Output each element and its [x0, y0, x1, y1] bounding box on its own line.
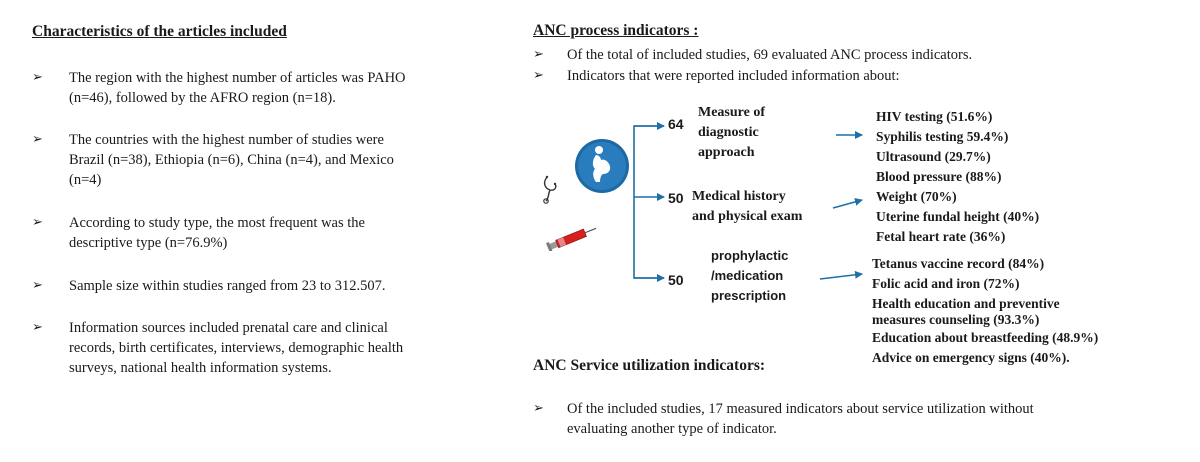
category-label-line: prescription [711, 288, 787, 303]
list-item-line: records, birth certificates, interviews, demographic health [69, 340, 404, 356]
bullet-arrow-icon: ➢ [32, 278, 43, 293]
list-item-line: The region with the highest number of articles was PAHO [69, 70, 406, 86]
characteristics-heading: Characteristics of the articles included [32, 23, 287, 40]
pregnant-woman-icon [574, 138, 630, 194]
category-count: 64 [668, 116, 684, 132]
list-item-line: surveys, national health information systems. [69, 360, 332, 376]
bullet-arrow-icon: ➢ [533, 401, 544, 416]
list-item-line: The countries with the highest number of studies were [69, 132, 384, 148]
indicator-item: HIV testing (51.6%) [876, 109, 993, 124]
indicator-item: Fetal heart rate (36%) [876, 229, 1006, 244]
indicator-item: Syphilis testing 59.4%) [876, 129, 1009, 144]
category-label-line: prophylactic [711, 248, 789, 263]
indicator-item: measures counseling (93.3%) [872, 312, 1040, 327]
list-item-line: descriptive type (n=76.9%) [69, 235, 228, 251]
utilization-heading: ANC Service utilization indicators: [533, 357, 766, 374]
list-item [32, 130, 512, 190]
indicator-item: Tetanus vaccine record (84%) [872, 256, 1045, 271]
bullet-arrow-icon: ➢ [32, 320, 43, 335]
indicator-item: Blood pressure (88%) [876, 169, 1002, 184]
category-label-line: diagnostic [698, 125, 759, 140]
list-item [533, 45, 1173, 65]
bullet-arrow-icon: ➢ [533, 47, 544, 62]
category-label-line: Medical history [692, 189, 786, 204]
syringe-icon [544, 225, 600, 251]
list-item-text: Indicators that were reported included information about: [567, 68, 900, 84]
list-item [533, 66, 1173, 86]
bullet-arrow-icon: ➢ [533, 68, 544, 83]
list-item [32, 276, 512, 296]
indicator-item: Advice on emergency signs (40%). [872, 350, 1070, 365]
list-item-line: (n=4) [69, 172, 102, 188]
list-item-line: According to study type, the most frequent was the [69, 215, 365, 231]
stethoscope-icon [541, 174, 563, 204]
list-item-line: evaluating another type of indicator. [567, 421, 777, 437]
indicator-item: Weight (70%) [876, 189, 957, 204]
list-item-line: Sample size within studies ranged from 23 to 312.507. [69, 278, 386, 294]
indicator-list [872, 254, 1098, 368]
bullet-arrow-icon: ➢ [32, 215, 43, 230]
category-label-line: and physical exam [692, 209, 803, 224]
list-item-line: Information sources included prenatal care and clinical [69, 320, 388, 336]
bracket-line [634, 126, 664, 278]
list-item [533, 399, 1173, 439]
category-label-line: Measure of [698, 105, 765, 120]
indicator-item: Folic acid and iron (72%) [872, 276, 1020, 291]
indicator-item: Health education and preventive [872, 296, 1060, 311]
list-item-line: Of the included studies, 17 measured indicators about service utilization without [567, 401, 1034, 417]
category-count: 50 [668, 272, 684, 288]
indicator-list [876, 167, 1039, 247]
arrow-to-prescription-indicators [820, 274, 862, 279]
bullet-arrow-icon: ➢ [32, 70, 43, 85]
indicator-item: Uterine fundal height (40%) [876, 209, 1040, 224]
bullet-arrow-icon: ➢ [32, 132, 43, 147]
category-label [698, 103, 765, 163]
list-item [32, 318, 512, 378]
category-label-line: approach [698, 145, 755, 160]
list-item-line: (n=46), followed by the AFRO region (n=18). [69, 90, 336, 106]
indicator-item: Education about breastfeeding (48.9%) [872, 330, 1099, 345]
arrow-to-history-indicators [833, 200, 862, 208]
list-item [32, 68, 512, 108]
category-label [692, 187, 802, 227]
process-indicators-heading: ANC process indicators : [533, 22, 699, 39]
list-item-text: Of the total of included studies, 69 evaluated ANC process indicators. [567, 47, 973, 63]
indicator-list [876, 107, 1008, 167]
list-item [32, 213, 512, 253]
category-label-line: /medication [711, 268, 784, 283]
category-count: 50 [668, 190, 684, 206]
list-item-line: Brazil (n=38), Ethiopia (n=6), China (n=4), and Mexico [69, 152, 394, 168]
category-label [711, 246, 788, 306]
indicator-item: Ultrasound (29.7%) [876, 149, 991, 164]
